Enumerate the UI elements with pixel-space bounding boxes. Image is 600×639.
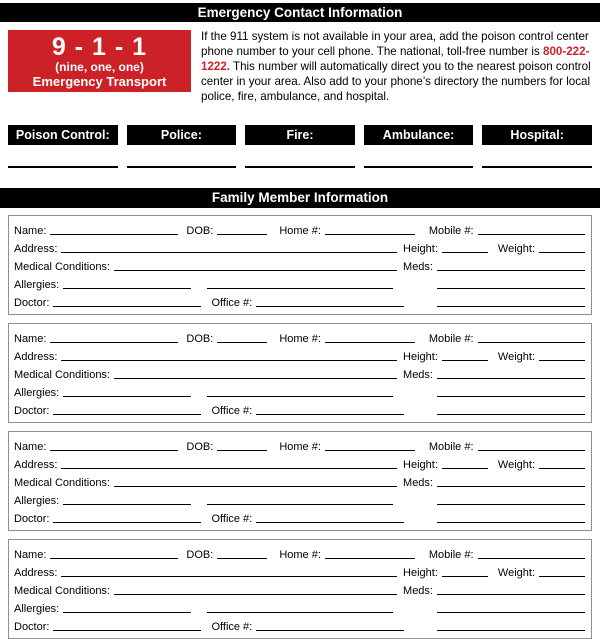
hospital-field-line[interactable]: [482, 166, 592, 168]
name-label: Name:: [14, 548, 47, 561]
member-row-address: [14, 239, 585, 257]
intro-section: [8, 30, 592, 105]
dob-label: DOB:: [186, 548, 214, 561]
member-row-doctor: [14, 401, 585, 419]
member-row-address: [14, 455, 585, 473]
mobile-phone-label: Mobile #:: [428, 332, 474, 345]
medical-conditions-field-line[interactable]: [114, 270, 397, 271]
member-row-allergies: [14, 491, 585, 509]
name-field-line[interactable]: [50, 558, 178, 559]
member-row-allergies: [14, 383, 585, 401]
doctor-label: Doctor:: [14, 404, 50, 417]
meds-continuation-line[interactable]: [437, 396, 585, 397]
intro-text-after: This number will automatically direct you to the nearest poison control center in your area. Also add to your phone’s directory the numbers for local police, fire, ambulance, and hospital.: [201, 59, 591, 103]
mobile-phone-field-line[interactable]: [478, 450, 585, 451]
weight-field-line[interactable]: [539, 576, 585, 577]
weight-label: Weight:: [497, 458, 535, 471]
home-phone-field-line[interactable]: [325, 450, 415, 451]
poison-control-phone-number: 800-222-1222.: [201, 44, 590, 73]
mobile-phone-field-line[interactable]: [478, 558, 585, 559]
911-badge: [8, 30, 191, 104]
poison-control-field-line[interactable]: [8, 166, 118, 168]
member-block: [8, 323, 592, 423]
doctor-label: Doctor:: [14, 296, 50, 309]
office-phone-label: Office #:: [211, 404, 253, 417]
fire-field-line[interactable]: [245, 166, 355, 168]
allergies-label: Allergies:: [14, 278, 60, 291]
member-row-doctor: [14, 509, 585, 527]
member-row-identity: [14, 545, 585, 563]
weight-field-line[interactable]: [539, 252, 585, 253]
office-phone-label: Office #:: [211, 620, 253, 633]
height-field-line[interactable]: [442, 252, 488, 253]
meds-continuation-line[interactable]: [437, 288, 585, 289]
meds-continuation-line[interactable]: [437, 414, 585, 415]
allergies-continuation-line[interactable]: [207, 396, 393, 397]
member-row-address: [14, 347, 585, 365]
contact-lines-row: [8, 166, 592, 168]
meds-field-line[interactable]: [437, 486, 585, 487]
home-phone-label: Home #:: [279, 548, 321, 561]
member-row-address: [14, 563, 585, 581]
intro-paragraph: [201, 30, 592, 105]
weight-label: Weight:: [497, 242, 535, 255]
meds-continuation-line[interactable]: [437, 504, 585, 505]
meds-label: Meds:: [403, 476, 433, 489]
member-row-medical: [14, 365, 585, 383]
member-row-doctor: [14, 293, 585, 311]
home-phone-label: Home #:: [279, 332, 321, 345]
police-field-line[interactable]: [127, 166, 237, 168]
height-label: Height:: [403, 350, 438, 363]
allergies-field-line[interactable]: [63, 612, 191, 613]
meds-label: Meds:: [403, 368, 433, 381]
meds-label: Meds:: [403, 584, 433, 597]
member-block: [8, 431, 592, 531]
address-field-line[interactable]: [61, 252, 397, 253]
address-field-line[interactable]: [61, 576, 397, 577]
meds-continuation-line[interactable]: [437, 522, 585, 523]
home-phone-label: Home #:: [279, 440, 321, 453]
ambulance-field-line[interactable]: [364, 166, 474, 168]
meds-continuation-line[interactable]: [437, 306, 585, 307]
dob-field-line[interactable]: [217, 558, 267, 559]
doctor-field-line[interactable]: [53, 630, 201, 631]
weight-field-line[interactable]: [539, 468, 585, 469]
meds-continuation-line[interactable]: [437, 612, 585, 613]
home-phone-label: Home #:: [279, 224, 321, 237]
height-field-line[interactable]: [442, 576, 488, 577]
doctor-label: Doctor:: [14, 512, 50, 525]
form-title: Emergency Contact Information: [197, 5, 403, 20]
doctor-field-line[interactable]: [53, 306, 201, 307]
name-label: Name:: [14, 332, 47, 345]
dob-field-line[interactable]: [217, 450, 267, 451]
address-label: Address:: [14, 566, 58, 579]
dob-label: DOB:: [186, 440, 214, 453]
allergies-field-line[interactable]: [63, 396, 191, 397]
contact-label-fire: Fire:: [245, 125, 355, 145]
dob-label: DOB:: [186, 224, 214, 237]
contact-label-police: Police:: [127, 125, 237, 145]
allergies-label: Allergies:: [14, 602, 60, 615]
allergies-field-line[interactable]: [63, 504, 191, 505]
medical-conditions-field-line[interactable]: [114, 378, 397, 379]
mobile-phone-field-line[interactable]: [478, 234, 585, 235]
name-field-line[interactable]: [50, 342, 178, 343]
contact-label-ambulance: Ambulance:: [364, 125, 474, 145]
dob-field-line[interactable]: [217, 342, 267, 343]
medical-conditions-field-line[interactable]: [114, 594, 397, 595]
allergies-field-line[interactable]: [63, 288, 191, 289]
height-label: Height:: [403, 566, 438, 579]
height-label: Height:: [403, 242, 438, 255]
911-spelled: (nine, one, one): [55, 60, 144, 74]
meds-field-line[interactable]: [437, 270, 585, 271]
member-row-medical: [14, 473, 585, 491]
meds-field-line[interactable]: [437, 378, 585, 379]
doctor-field-line[interactable]: [53, 414, 201, 415]
doctor-label: Doctor:: [14, 620, 50, 633]
contact-label-poison-control: Poison Control:: [8, 125, 118, 145]
meds-continuation-line[interactable]: [437, 630, 585, 631]
form-title-bar: [0, 3, 600, 22]
mobile-phone-field-line[interactable]: [478, 342, 585, 343]
allergies-continuation-line[interactable]: [207, 288, 393, 289]
member-row-identity: [14, 329, 585, 347]
member-block: [8, 539, 592, 639]
address-field-line[interactable]: [61, 468, 397, 469]
address-label: Address:: [14, 350, 58, 363]
dob-label: DOB:: [186, 332, 214, 345]
name-label: Name:: [14, 440, 47, 453]
mobile-phone-label: Mobile #:: [428, 224, 474, 237]
allergies-label: Allergies:: [14, 494, 60, 507]
allergies-label: Allergies:: [14, 386, 60, 399]
medical-conditions-label: Medical Conditions:: [14, 584, 110, 597]
height-label: Height:: [403, 458, 438, 471]
member-row-medical: [14, 581, 585, 599]
dob-field-line[interactable]: [217, 234, 267, 235]
member-row-identity: [14, 221, 585, 239]
name-field-line[interactable]: [50, 450, 178, 451]
height-field-line[interactable]: [442, 468, 488, 469]
address-label: Address:: [14, 458, 58, 471]
allergies-continuation-line[interactable]: [207, 612, 393, 613]
medical-conditions-label: Medical Conditions:: [14, 260, 110, 273]
intro-text-before: If the 911 system is not available in your area, add the poison control center phone number to your cell phone. The national, toll-free number is: [201, 30, 589, 58]
address-label: Address:: [14, 242, 58, 255]
office-phone-field-line[interactable]: [256, 414, 404, 415]
medical-conditions-label: Medical Conditions:: [14, 476, 110, 489]
member-row-medical: [14, 257, 585, 275]
contact-label-hospital: Hospital:: [482, 125, 592, 145]
medical-conditions-label: Medical Conditions:: [14, 368, 110, 381]
family-section-title: Family Member Information: [211, 189, 389, 205]
medical-conditions-field-line[interactable]: [114, 486, 397, 487]
member-row-allergies: [14, 275, 585, 293]
doctor-field-line[interactable]: [53, 522, 201, 523]
home-phone-field-line[interactable]: [325, 234, 415, 235]
allergies-continuation-line[interactable]: [207, 504, 393, 505]
911-number: 9 - 1 - 1: [51, 33, 148, 61]
height-field-line[interactable]: [442, 360, 488, 361]
meds-field-line[interactable]: [437, 594, 585, 595]
911-subtitle: Emergency Transport System: [32, 74, 167, 104]
member-blocks: [8, 215, 592, 639]
office-phone-label: Office #:: [211, 296, 253, 309]
office-phone-field-line[interactable]: [256, 522, 404, 523]
member-row-identity: [14, 437, 585, 455]
mobile-phone-label: Mobile #:: [428, 440, 474, 453]
family-section-title-bar: [0, 188, 600, 208]
weight-field-line[interactable]: [539, 360, 585, 361]
name-label: Name:: [14, 224, 47, 237]
meds-label: Meds:: [403, 260, 433, 273]
member-row-allergies: [14, 599, 585, 617]
office-phone-label: Office #:: [211, 512, 253, 525]
office-phone-field-line[interactable]: [256, 306, 404, 307]
home-phone-field-line[interactable]: [325, 342, 415, 343]
address-field-line[interactable]: [61, 360, 397, 361]
mobile-phone-label: Mobile #:: [428, 548, 474, 561]
contact-labels-row: [8, 125, 592, 145]
weight-label: Weight:: [497, 350, 535, 363]
member-row-doctor: [14, 617, 585, 635]
member-block: [8, 215, 592, 315]
weight-label: Weight:: [497, 566, 535, 579]
home-phone-field-line[interactable]: [325, 558, 415, 559]
name-field-line[interactable]: [50, 234, 178, 235]
office-phone-field-line[interactable]: [256, 630, 404, 631]
